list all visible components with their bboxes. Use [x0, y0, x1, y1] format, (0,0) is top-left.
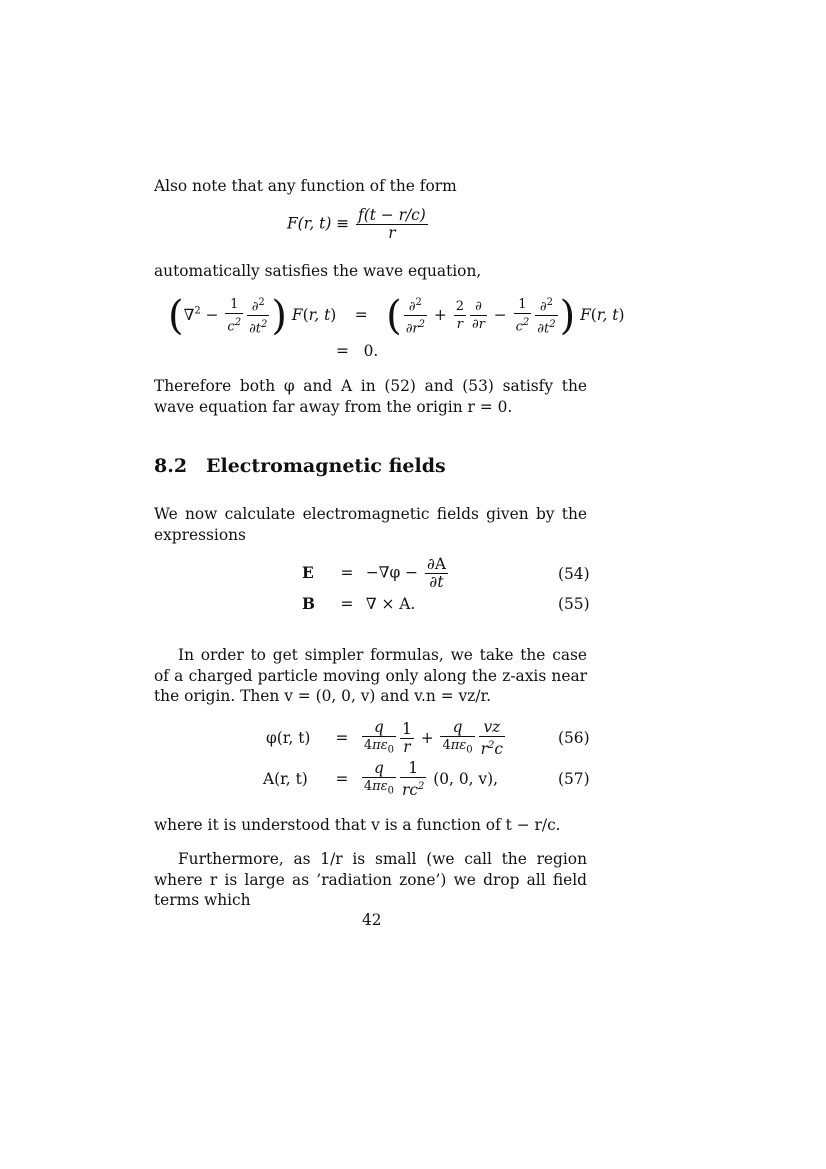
equation-F-denominator: r	[388, 224, 396, 242]
equation-F-fraction	[356, 207, 428, 242]
equation-wave-equals: =	[336, 342, 349, 360]
equation-F-lhs: F(r, t) ≡	[287, 214, 350, 233]
equation-57: A(r, t) = $\frac{q}{4\pi\varepsilon_0}$ $\frac{1}{rc^2}$ (0, 0, v),	[263, 759, 499, 800]
equation-56: φ(r, t) = $\frac{q}{4\pi\varepsilon_0}$ $\frac{1}{r}$ + $\frac{q}{4\pi\varepsilon_0}$ $\frac{vz}{r^2c}$	[266, 718, 504, 759]
equation-57-equals: =	[335, 769, 349, 788]
equation-54-fraction	[425, 556, 448, 591]
equation-57-tail: (0, 0, v),	[433, 769, 499, 788]
section-number: 8.2	[154, 455, 188, 477]
equation-54-equals: =	[340, 563, 354, 582]
equation-55-lhs: B	[302, 595, 316, 613]
section-heading	[154, 455, 446, 477]
section-title: Electromagnetic fields	[206, 455, 446, 477]
equation-wave-zero: 0.	[363, 342, 379, 360]
equation-54	[302, 556, 450, 591]
page-number: 42	[362, 911, 382, 929]
equation-54-label: (54)	[558, 565, 590, 583]
paragraph-wave-equation: automatically satisfies the wave equation,	[154, 262, 482, 280]
equation-wave-operator: (∇$^2$ − $\frac{1}{c^2}$ $\frac{\partial^2}{\partial t^2}$ ) F(r, t) = ( $\frac{\partial^2}{\partial r^2}$ + $\frac{2}{r}$ $\frac{\partial}{\partial r}$ − $\frac{1}{c^2}$ $\frac{\partial^2}{\partial t^2}$ ) F(r, t)	[168, 292, 625, 339]
paragraph-calculate-fields: We now calculate electromagnetic fields given by the expressions	[154, 505, 587, 544]
paragraph-understood: where it is understood that v is a function of t − r/c.	[154, 816, 561, 834]
equation-54-lhs: E	[302, 563, 314, 582]
equation-55-equals: =	[340, 595, 354, 613]
equation-54-denominator: ∂t	[429, 573, 444, 591]
paragraph-furthermore: Furthermore, as 1/r is small (we call the region where r is large as ’radiation zone’) we drop all field terms which	[154, 850, 587, 909]
equation-55-rhs: ∇ × A.	[365, 595, 416, 613]
paragraph-intro: Also note that any function of the form	[154, 177, 457, 195]
equation-56-lhs: φ(r, t)	[266, 728, 311, 747]
equation-54-rhs: −∇φ −	[365, 563, 419, 582]
equation-wave-result	[336, 342, 378, 360]
equation-F-numerator: f(t − r/c)	[358, 206, 426, 224]
equation-56-label: (56)	[558, 729, 590, 747]
equation-55-label: (55)	[558, 595, 590, 613]
equation-57-label: (57)	[558, 770, 590, 788]
equation-55	[302, 595, 415, 613]
equation-F-definition	[287, 207, 430, 242]
equation-57-lhs: A(r, t)	[263, 769, 308, 788]
equation-54-numerator: ∂A	[426, 555, 447, 573]
paragraph-simpler-formulas: In order to get simpler formulas, we take the case of a charged particle moving only along the z-axis near the origin. Then v = (0, 0, v) and v.n = vz/r.	[154, 646, 587, 705]
paragraph-therefore: Therefore both φ and A in (52) and (53) satisfy the wave equation far away from the origin r = 0.	[154, 377, 587, 416]
equation-56-equals: =	[335, 728, 349, 747]
